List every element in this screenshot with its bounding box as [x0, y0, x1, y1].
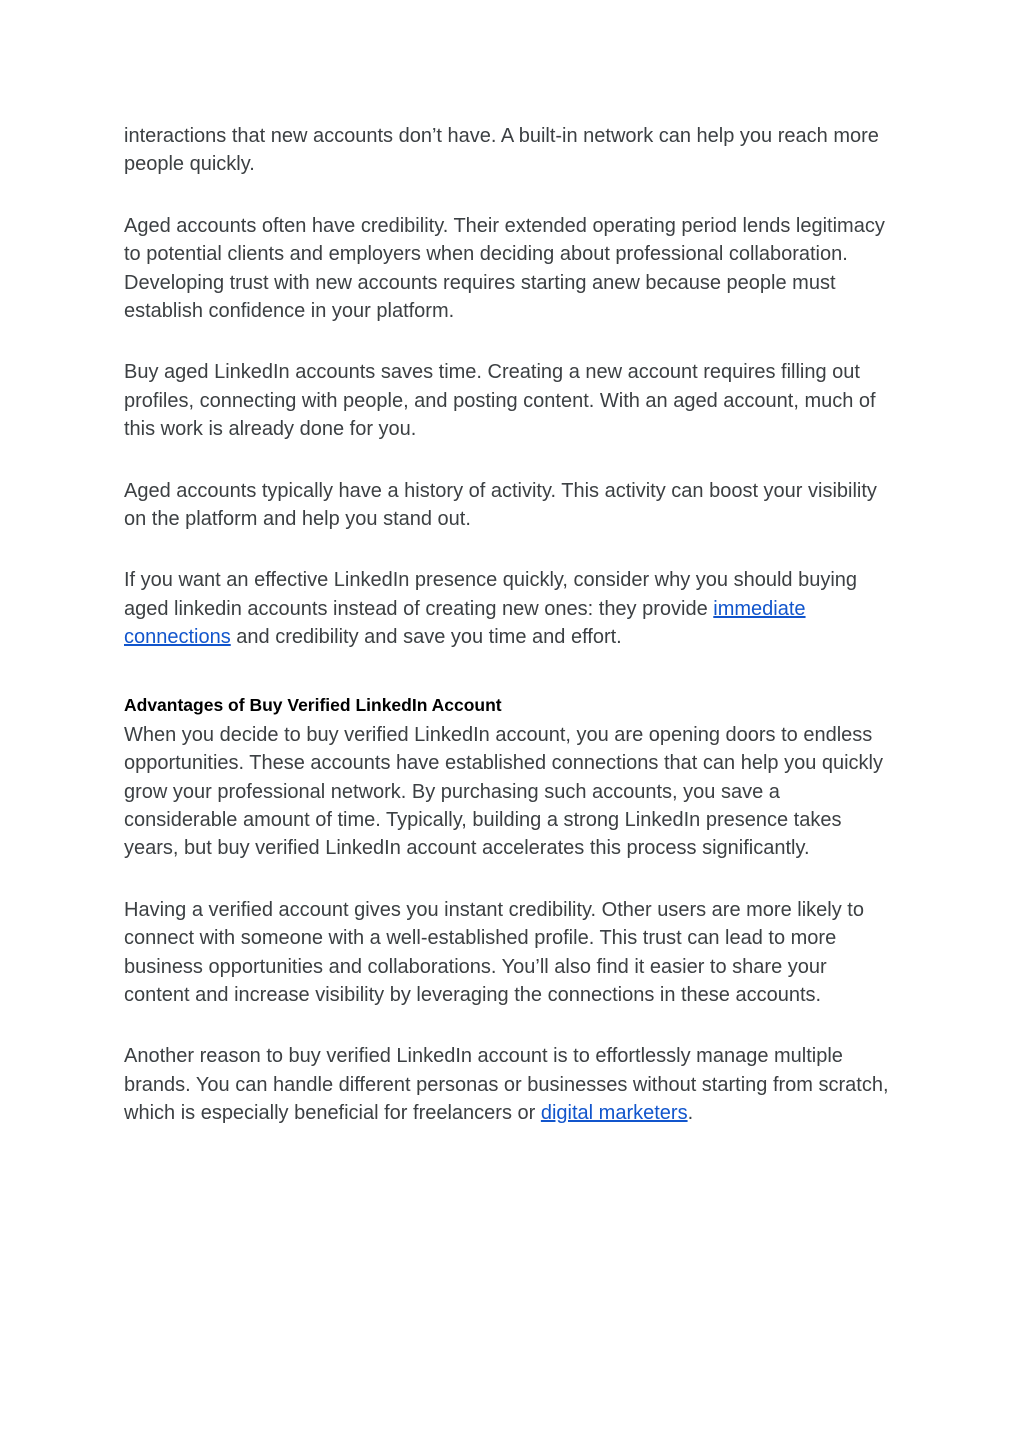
paragraph-instant-credibility: Having a verified account gives you instant credibility. Other users are more likely to connect with someone with a well-established profile. This trust can lead to more business opportunities and collaborations. You’ll also find it easier to share your content and increase visibility by leveraging the connections in these accounts. — [124, 898, 864, 1006]
paragraph-effective-presence — [124, 566, 894, 651]
paragraph-advantages: When you decide to buy verified LinkedIn account, you are opening doors to endless opportunities. These accounts have established connections that can help you quickly grow your professional network. By purchasing such accounts, you save a considerable amount of time. Typically, building a strong LinkedIn presence takes years, but buy verified LinkedIn account accelerates this process significantly. — [124, 723, 884, 860]
immediate-connections-link[interactable]: immediate connections — [124, 597, 806, 649]
paragraph-saves-time: Buy aged LinkedIn accounts saves time. Creating a new account requires filling out profiles, connecting with people, and posting content. With an aged account, much of this work is already done for you. — [124, 361, 876, 441]
paragraph-network-reach: interactions that new accounts don’t have. A built-in network can help you reach more people quickly. — [124, 125, 879, 176]
paragraph-text: Another reason to buy verified LinkedIn account is to effortlessly manage multiple brands. You can handle different personas or businesses without starting from scratch, which is especially beneficial for freelancers or — [124, 1045, 889, 1125]
paragraph-text: If you want an effective LinkedIn presence quickly, consider why you should buying aged linkedin accounts instead of creating new ones: they provide — [124, 569, 858, 620]
paragraph-credibility: Aged accounts often have credibility. Their extended operating period lends legitimacy to potential clients and employers when deciding about professional collaboration. Developing trust with new accounts requires starting anew because people must establish confidence in your platform. — [124, 214, 885, 323]
document-page — [124, 122, 894, 1161]
digital-marketers-link[interactable]: digital marketers — [540, 1102, 688, 1125]
paragraph-text: and credibility and save you time and effort. — [230, 626, 622, 649]
section-heading: Advantages of Buy Verified LinkedIn Account — [124, 694, 502, 715]
paragraph-text: . — [687, 1102, 694, 1125]
paragraph-multiple-brands — [124, 1042, 894, 1127]
paragraph-activity-history: Aged accounts typically have a history of activity. This activity can boost your visibility on the platform and help you stand out. — [124, 479, 877, 531]
